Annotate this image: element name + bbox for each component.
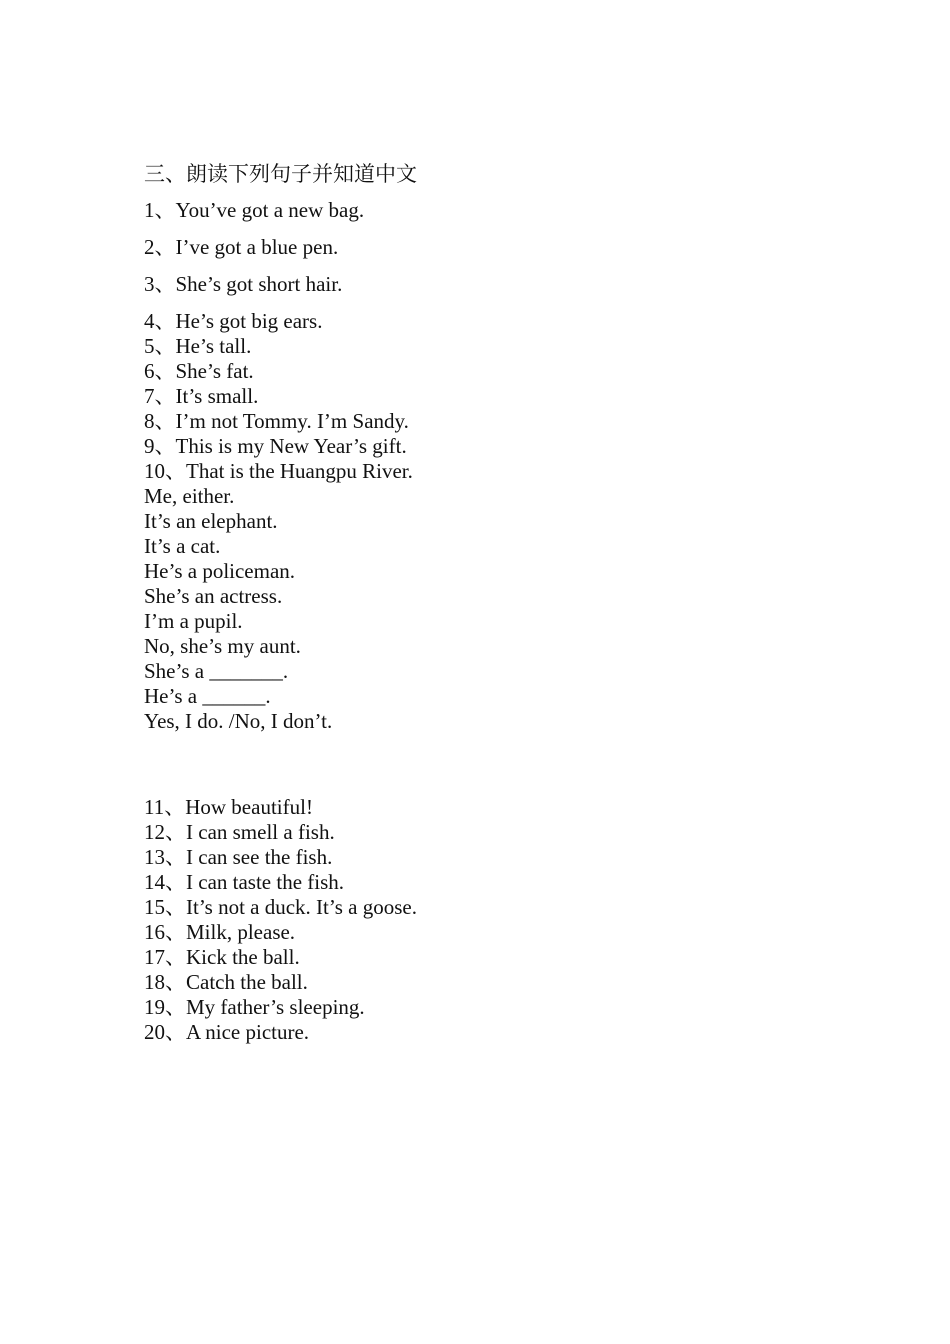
- sentence-line: He’s a policeman.: [144, 559, 296, 583]
- sentence-line: 14、I can taste the fish.: [144, 870, 345, 894]
- sentence-line: I’m a pupil.: [144, 609, 243, 633]
- sentence-line: 15、It’s not a duck. It’s a goose.: [144, 895, 417, 919]
- sentence-line: 12、I can smell a fish.: [144, 820, 335, 844]
- sentence-line: No, she’s my aunt.: [144, 634, 301, 658]
- sentence-line: 9、This is my New Year’s gift.: [144, 434, 407, 458]
- sentence-line: 8、I’m not Tommy. I’m Sandy.: [144, 409, 409, 433]
- sentence-line: 16、Milk, please.: [144, 920, 296, 944]
- sentence-line: 19、My father’s sleeping.: [144, 995, 365, 1019]
- sentence-line: 5、He’s tall.: [144, 334, 252, 358]
- sentence-line: 7、It’s small.: [144, 384, 259, 408]
- sentence-line: Me, either.: [144, 484, 235, 508]
- sentence-line: 13、I can see the fish.: [144, 845, 333, 869]
- sentence-line: 1、You’ve got a new bag.: [144, 198, 365, 222]
- sentence-line: 6、She’s fat.: [144, 359, 254, 383]
- section-heading: 三、朗读下列句子并知道中文: [144, 162, 417, 186]
- fill-blank-line: He’s a ______.: [144, 684, 271, 708]
- sentence-line: 17、Kick the ball.: [144, 945, 300, 969]
- sentence-line: It’s an elephant.: [144, 509, 278, 533]
- sentence-line: 11、How beautiful!: [144, 795, 313, 819]
- fill-blank-line: She’s a _______.: [144, 659, 289, 683]
- sentence-line: 2、I’ve got a blue pen.: [144, 235, 339, 259]
- sentence-line: It’s a cat.: [144, 534, 221, 558]
- sentence-line: 3、She’s got short hair.: [144, 272, 343, 296]
- sentence-line: 4、He’s got big ears.: [144, 309, 323, 333]
- sentence-line: 10、That is the Huangpu River.: [144, 459, 413, 483]
- sentence-line: She’s an actress.: [144, 584, 283, 608]
- sentence-line: 18、Catch the ball.: [144, 970, 308, 994]
- sentence-line: Yes, I do. /No, I don’t.: [144, 709, 333, 733]
- sentence-line: 20、A nice picture.: [144, 1020, 310, 1044]
